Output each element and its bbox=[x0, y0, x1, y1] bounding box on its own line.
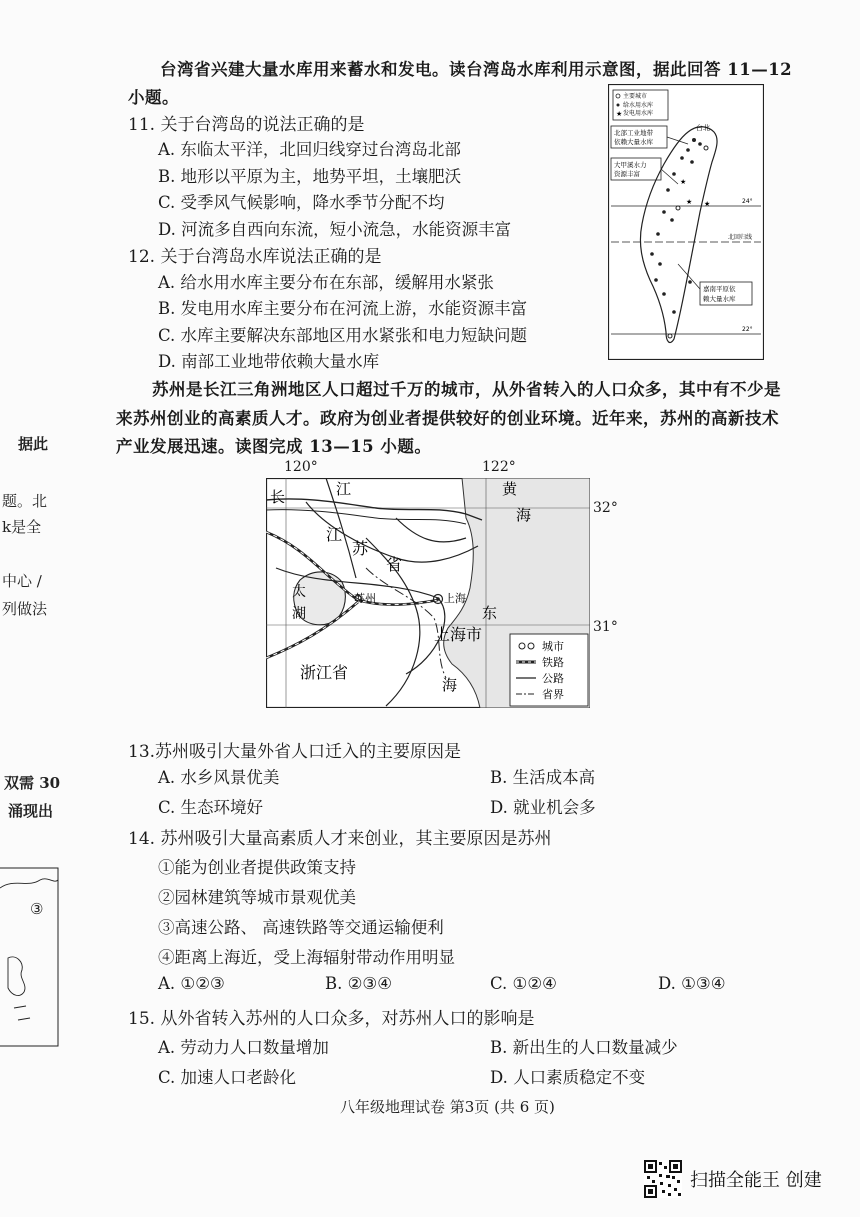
lon-122-label: 122° bbox=[482, 459, 516, 475]
lat-31-label: 31° bbox=[593, 619, 618, 635]
svg-text:★: ★ bbox=[704, 200, 711, 208]
question-13-stem: 13.苏州吸引大量外省人口迁入的主要原因是 bbox=[128, 742, 462, 762]
question-14-option-a: A. ①②③ bbox=[158, 974, 225, 993]
edge-fragment-1: 据此 bbox=[18, 435, 49, 453]
question-14-option-d: D. ①③④ bbox=[658, 974, 726, 993]
question-15-option-c: C. 加速人口老龄化 bbox=[158, 1068, 297, 1087]
question-14-item-1: ①能为创业者提供政策支持 bbox=[158, 858, 356, 877]
legend-city-label: 城市 bbox=[542, 640, 564, 653]
map-label-hai-bottom: 海 bbox=[442, 676, 458, 694]
scanner-brand-text: 扫描全能王 创建 bbox=[690, 1170, 822, 1191]
question-15-option-d: D. 人口素质稳定不变 bbox=[490, 1068, 646, 1087]
legend-road-label: 公路 bbox=[542, 672, 564, 685]
question-15-stem: 15. 从外省转入苏州的人口众多，对苏州人口的影响是 bbox=[128, 1009, 535, 1029]
jianan-label-2: 赖大量水库 bbox=[703, 295, 736, 303]
question-13-option-a: A. 水乡风景优美 bbox=[158, 768, 280, 787]
map-label-zhejiang: 浙江省 bbox=[300, 663, 349, 682]
edge-fragment-2: 题。北 bbox=[2, 492, 48, 510]
question-12-option-b: B. 发电用水库主要分布在河流上游，水能资源丰富 bbox=[158, 299, 528, 318]
question-13-option-d: D. 就业机会多 bbox=[490, 798, 596, 817]
edge-fragment-6: 双需 30 bbox=[4, 774, 61, 792]
question-14-stem: 14. 苏州吸引大量高素质人才来创业，其主要原因是苏州 bbox=[128, 829, 552, 849]
page-footer: 八年级地理试卷 第3页 (共 6 页) bbox=[340, 1098, 555, 1116]
edge-fragment-8: ③ bbox=[30, 900, 44, 918]
lat-22-label: 22° bbox=[742, 326, 753, 333]
north-industry-label-2: 依赖大量水库 bbox=[614, 138, 653, 146]
map-label-jiang: 江 bbox=[336, 480, 352, 498]
question-13-option-c: C. 生态环境好 bbox=[158, 798, 264, 817]
question-12-option-c: C. 水库主要解决东部地区用水紧张和电力短缺问题 bbox=[158, 326, 528, 345]
legend-railway-label: 铁路 bbox=[542, 656, 564, 669]
power-reservoir-star-icon: ★ bbox=[616, 110, 623, 118]
lat-24-label: 24° bbox=[742, 198, 753, 205]
question-13-option-b: B. 生活成本高 bbox=[490, 768, 596, 787]
question-12-option-a: A. 给水用水库主要分布在东部，缓解用水紧张 bbox=[158, 273, 494, 292]
map-label-tai: 太 bbox=[292, 584, 306, 600]
edge-fragment-4: 中心 ∕ bbox=[2, 572, 42, 590]
map-label-chang: 长 bbox=[270, 488, 286, 506]
question-11-stem: 11. 关于台湾岛的说法正确的是 bbox=[128, 115, 365, 135]
intro-paragraph-2-line-3: 产业发展迅速。读图完成 13—15 小题。 bbox=[116, 437, 432, 456]
suzhou-region-map bbox=[266, 478, 590, 708]
tropic-of-cancer-label: 北回归线 bbox=[728, 234, 753, 241]
map-label-jiangsu-3: 省 bbox=[386, 555, 403, 574]
question-11-option-a: A. 东临太平洋，北回归线穿过台湾岛北部 bbox=[158, 140, 461, 159]
dajia-label-1: 大甲溪水力 bbox=[614, 161, 647, 169]
map-label-jiangsu-2: 苏 bbox=[352, 539, 369, 558]
question-12-stem: 12. 关于台湾岛水库说法正确的是 bbox=[128, 247, 382, 267]
question-15-option-b: B. 新出生的人口数量减少 bbox=[490, 1038, 678, 1057]
scanner-brand bbox=[644, 1160, 822, 1198]
svg-text:★: ★ bbox=[686, 198, 693, 206]
legend-power-reservoir: 发电用水库 bbox=[623, 110, 654, 117]
question-11-option-d: D. 河流多自西向东流，短小流急，水能资源丰富 bbox=[158, 220, 512, 239]
map-label-dong: 东 bbox=[482, 604, 498, 622]
question-14-item-3: ③高速公路、 高速铁路等交通运输便利 bbox=[158, 918, 444, 937]
legend-city: 主要城市 bbox=[623, 93, 648, 100]
north-industry-label-1: 北部工业地带 bbox=[614, 129, 653, 137]
intro-paragraph-1-line-2: 小题。 bbox=[128, 88, 179, 107]
map-label-suzhou: 苏州 bbox=[354, 592, 376, 605]
map-label-hai-top: 海 bbox=[516, 506, 532, 524]
edge-fragment-3: k是全 bbox=[2, 518, 42, 536]
legend-supply-reservoir: 给水用水库 bbox=[623, 102, 654, 109]
question-14-option-c: C. ①②④ bbox=[490, 974, 557, 993]
map-label-jiangsu-1: 江 bbox=[326, 525, 343, 544]
map-label-hu: 湖 bbox=[292, 606, 306, 622]
question-12-option-d: D. 南部工业地带依赖大量水库 bbox=[158, 352, 380, 371]
jianan-label-1: 嘉南平原依 bbox=[703, 285, 736, 293]
question-14-item-4: ④距离上海近，受上海辐射带动作用明显 bbox=[158, 948, 455, 967]
edge-fragment-7: 涌现出 bbox=[8, 802, 54, 820]
qr-code-icon bbox=[644, 1160, 682, 1198]
svg-text:★: ★ bbox=[680, 178, 687, 186]
intro-paragraph-2-line-1: 苏州是长江三角洲地区人口超过千万的城市，从外省转入的人口众多，其中有不少是 bbox=[152, 380, 781, 399]
dajia-label-2: 资源丰富 bbox=[614, 170, 640, 178]
taipei-label: 台北 bbox=[696, 124, 710, 132]
water-supply-reservoir-icon bbox=[617, 104, 620, 107]
taiwan-reservoir-map bbox=[608, 84, 764, 360]
lat-32-label: 32° bbox=[593, 500, 618, 516]
legend-border-label: 省界 bbox=[542, 688, 564, 701]
question-11-option-b: B. 地形以平原为主，地势平坦，土壤肥沃 bbox=[158, 167, 462, 186]
edge-fragment-5: 列做法 bbox=[2, 600, 48, 618]
question-14-item-2: ②园林建筑等城市景观优美 bbox=[158, 888, 356, 907]
map-label-huang: 黄 bbox=[502, 480, 518, 498]
intro-paragraph-2-line-2: 来苏州创业的高素质人才。政府为创业者提供较好的创业环境。近年来，苏州的高新技术 bbox=[116, 409, 779, 428]
question-11-option-c: C. 受季风气候影响，降水季节分配不均 bbox=[158, 193, 445, 212]
question-14-option-b: B. ②③④ bbox=[325, 974, 392, 993]
lon-120-label: 120° bbox=[284, 459, 318, 475]
edge-map-fragment bbox=[0, 858, 60, 1048]
map-label-shanghai: 上海 bbox=[444, 592, 466, 605]
intro-paragraph-1-line-1: 台湾省兴建大量水库用来蓄水和发电。读台湾岛水库利用示意图，据此回答 11—12 bbox=[160, 60, 793, 79]
map-label-shanghai-municipality: 上海市 bbox=[434, 625, 483, 644]
question-15-option-a: A. 劳动力人口数量增加 bbox=[158, 1038, 329, 1057]
